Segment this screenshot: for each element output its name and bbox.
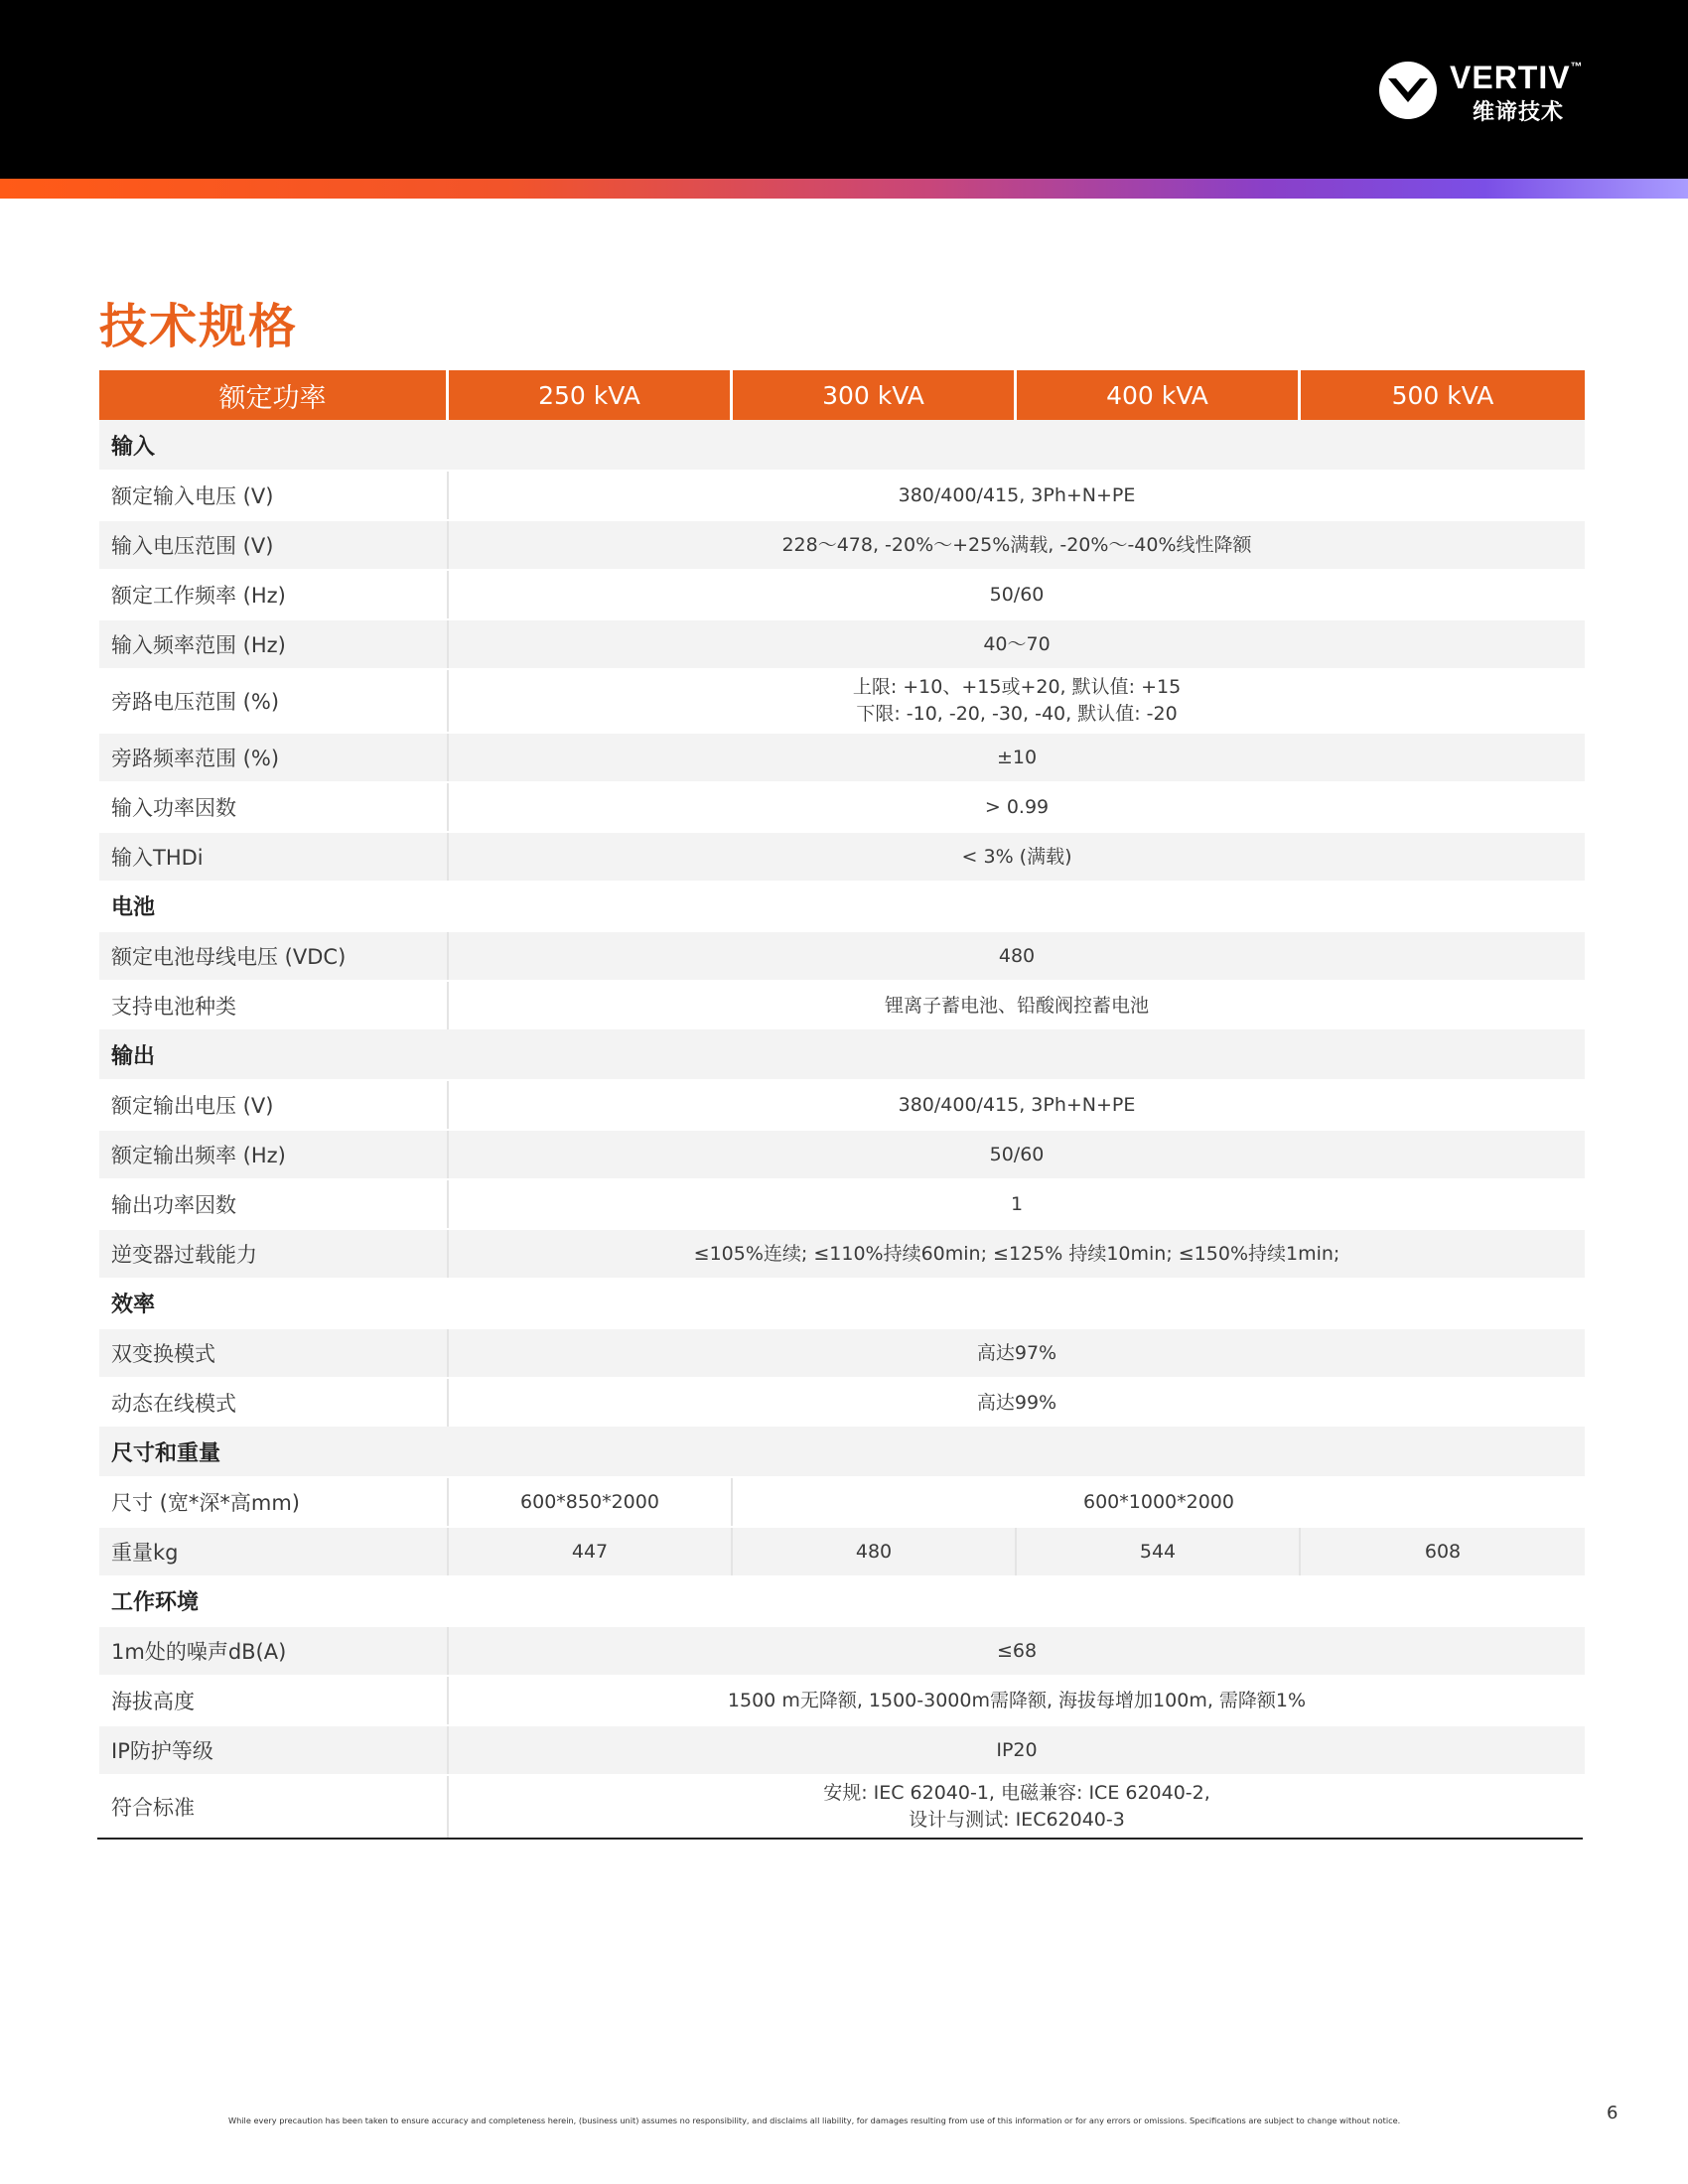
row-label: 输入频率范围 (Hz) <box>99 620 449 668</box>
row-label: 额定输出电压 (V) <box>99 1081 449 1129</box>
table-row <box>99 1774 1585 1838</box>
row-label: 尺寸 (宽*深*高mm) <box>99 1478 449 1526</box>
row-label: 符合标准 <box>99 1776 449 1838</box>
row-label: IP防护等级 <box>99 1726 449 1774</box>
row-value: 228～478, -20%～+25%满载, -20%～-40%线性降额 <box>781 533 1252 556</box>
section-battery: 电池 <box>99 881 1585 930</box>
row-value-line: 设计与测试: IEC62040-3 <box>909 1809 1125 1831</box>
page-number: 6 <box>1607 2103 1618 2123</box>
section-efficiency: 效率 <box>99 1278 1585 1327</box>
spec-table <box>99 370 1585 1840</box>
gradient-stripe <box>0 179 1688 199</box>
row-label: 额定工作频率 (Hz) <box>99 571 449 618</box>
table-row <box>99 1327 1585 1377</box>
table-row <box>99 732 1585 781</box>
table-row <box>99 831 1585 881</box>
page-title: 技术规格 <box>99 299 299 354</box>
row-value: 锂离子蓄电池、铅酸阀控蓄电池 <box>884 994 1149 1017</box>
row-label: 旁路频率范围 (%) <box>99 734 449 781</box>
row-label: 输入电压范围 (V) <box>99 521 449 569</box>
table-row <box>99 980 1585 1029</box>
row-value: ≤105%连续; ≤110%持续60min; ≤125% 持续10min; ≤150%持续1min; <box>693 1242 1340 1265</box>
table-row <box>99 1228 1585 1278</box>
vertiv-logo-icon <box>1378 61 1438 120</box>
row-label: 额定电池母线电压 (VDC) <box>99 932 449 980</box>
table-bottom-rule <box>97 1838 1583 1840</box>
table-row <box>99 668 1585 732</box>
table-row <box>99 1675 1585 1724</box>
row-value: 380/400/415, 3Ph+N+PE <box>898 1093 1136 1116</box>
table-row <box>99 1079 1585 1129</box>
row-value: 高达97% <box>976 1341 1057 1364</box>
table-row <box>99 1178 1585 1228</box>
brand-name: VERTIV™ <box>1450 60 1584 95</box>
row-label: 逆变器过载能力 <box>99 1230 449 1278</box>
row-value: 40～70 <box>983 632 1051 655</box>
row-label: 额定输入电压 (V) <box>99 472 449 519</box>
row-value: 50/60 <box>989 583 1045 606</box>
row-value: 447 <box>449 1528 733 1575</box>
row-value: 1500 m无降额, 1500-3000m需降额, 海拔每增加100m, 需降额1% <box>727 1689 1307 1711</box>
disclaimer: While every precaution has been taken to ensure accuracy and completeness herein, (business unit) assumes no responsibility, and disclaims all liability, for damages resulting from use of this information or for any errors or omissions. Specifications are subject to change without notice. <box>228 2116 1401 2125</box>
row-label: 输入THDi <box>99 833 449 881</box>
table-header <box>99 370 1585 420</box>
table-row <box>99 930 1585 980</box>
row-label: 输出功率因数 <box>99 1180 449 1228</box>
header-250kva: 250 kVA <box>449 370 733 420</box>
row-value: 608 <box>1424 1541 1462 1563</box>
header-400kva: 400 kVA <box>1017 370 1301 420</box>
section-environment: 工作环境 <box>99 1575 1585 1625</box>
row-value: < 3% (满载) <box>961 845 1072 868</box>
table-row <box>99 618 1585 668</box>
section-input: 输入 <box>99 420 1585 470</box>
header-300kva: 300 kVA <box>733 370 1017 420</box>
row-label: 1m处的噪声dB(A) <box>99 1627 449 1675</box>
row-value: 380/400/415, 3Ph+N+PE <box>898 483 1136 506</box>
table-row <box>99 569 1585 618</box>
row-value-line: 安规: IEC 62040-1, 电磁兼容: ICE 62040-2, <box>823 1782 1210 1804</box>
row-value: 50/60 <box>989 1143 1045 1165</box>
row-label: 海拔高度 <box>99 1677 449 1724</box>
row-value: 480 <box>733 1528 1017 1575</box>
row-value: 544 <box>1017 1528 1301 1575</box>
header-rated-power: 额定功率 <box>99 370 449 420</box>
row-value-line: 上限: +10、+15或+20, 默认值: +15 <box>852 676 1182 698</box>
table-row <box>99 1526 1585 1575</box>
row-value <box>449 1776 1585 1838</box>
row-value: 480 <box>998 944 1036 967</box>
row-value: IP20 <box>996 1738 1038 1761</box>
row-value: 600*1000*2000 <box>1083 1491 1234 1513</box>
row-value: 高达99% <box>976 1391 1057 1414</box>
table-row <box>99 781 1585 831</box>
row-label: 双变换模式 <box>99 1329 449 1377</box>
vertiv-logo <box>1378 58 1597 129</box>
row-label: 支持电池种类 <box>99 982 449 1029</box>
brand-cn-name: 维谛技术 <box>1473 100 1565 125</box>
table-row <box>99 1476 1585 1526</box>
row-label: 输入功率因数 <box>99 783 449 831</box>
row-value: 1 <box>1010 1192 1024 1215</box>
row-value-line: 下限: -10, -20, -30, -40, 默认值: -20 <box>856 703 1178 725</box>
row-value <box>449 670 1585 732</box>
row-value: ±10 <box>996 746 1038 768</box>
table-row <box>99 1724 1585 1774</box>
row-value: 600*850*2000 <box>449 1478 733 1526</box>
row-value: ≤68 <box>996 1639 1038 1662</box>
row-label: 旁路电压范围 (%) <box>99 670 449 732</box>
row-label: 额定输出频率 (Hz) <box>99 1131 449 1178</box>
row-label: 动态在线模式 <box>99 1379 449 1427</box>
header-500kva: 500 kVA <box>1301 370 1585 420</box>
table-row <box>99 1377 1585 1427</box>
section-dimensions: 尺寸和重量 <box>99 1427 1585 1476</box>
table-row <box>99 1625 1585 1675</box>
table-row <box>99 470 1585 519</box>
row-label: 重量kg <box>99 1528 449 1575</box>
table-row <box>99 1129 1585 1178</box>
row-value: > 0.99 <box>984 795 1050 818</box>
section-output: 输出 <box>99 1029 1585 1079</box>
table-row <box>99 519 1585 569</box>
